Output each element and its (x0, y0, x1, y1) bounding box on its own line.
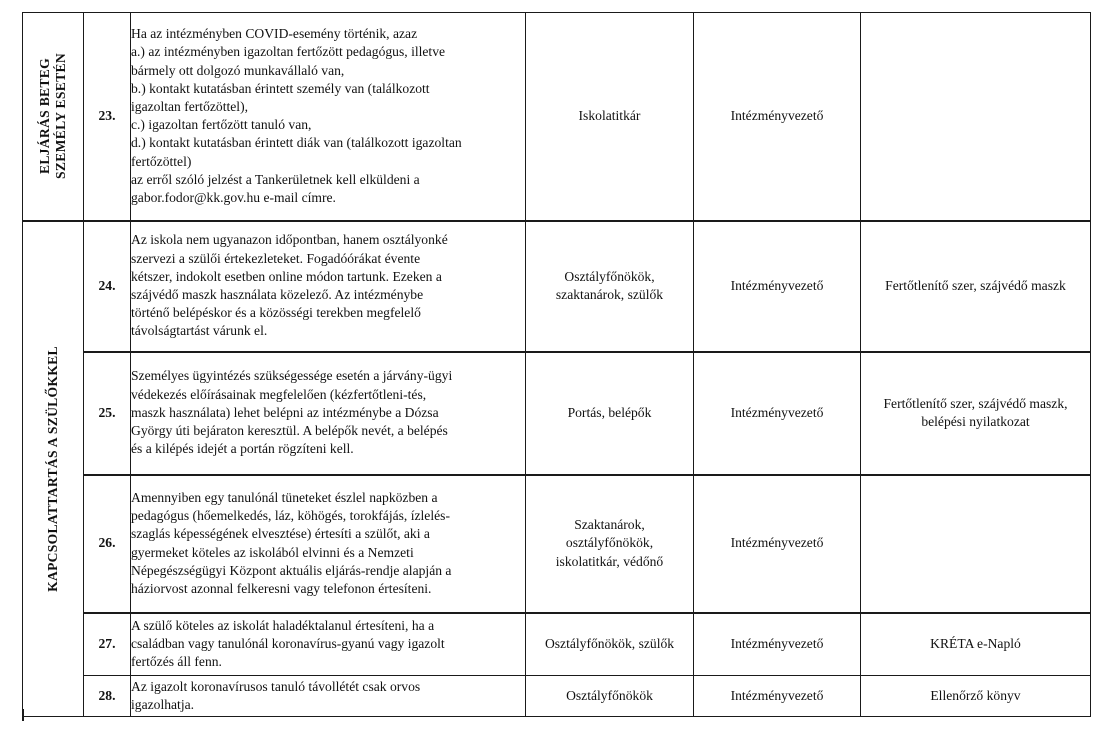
task-line: háziorvost azonnal felkeresni vagy telefonon értesíteni. (131, 580, 432, 596)
tools-cell (861, 13, 1091, 221)
task-line: távolságtartást várunk el. (131, 323, 268, 339)
task-description (131, 13, 526, 221)
task-description (131, 613, 526, 676)
lead-cell: Intézményvezető (694, 613, 861, 676)
section-label-line: SZEMÉLY ESETÉN (53, 53, 68, 180)
task-line: gyermeket köteles az iskolából elvinni és a Nemzeti (131, 544, 414, 560)
task-line: igazoltan fertőzöttel), (131, 99, 249, 115)
tools-line: Fertőtlenítő szer, szájvédő maszk (885, 277, 1066, 293)
task-line: szaglás képességének elvesztése) értesíti a szülőt, aki a (131, 526, 430, 542)
responsible-line: Iskolatitkár (578, 108, 641, 124)
responsible-cell (526, 13, 694, 221)
row-number: 23. (84, 13, 131, 221)
responsible-line: szaktanárok, szülők (555, 287, 664, 302)
responsible-line: iskolatitkár, védőnő (555, 553, 664, 569)
lead-cell: Intézményvezető (694, 13, 861, 221)
table-row (23, 13, 1091, 221)
row-number: 25. (84, 352, 131, 475)
table-continuation-line (22, 709, 24, 721)
table-row (23, 676, 1091, 717)
tools-line: KRÉTA e-Napló (930, 636, 1021, 652)
responsible-line: Szaktanárok, (574, 517, 645, 533)
row-number: 28. (84, 676, 131, 717)
section-label-sick-person (23, 13, 84, 221)
task-description (131, 221, 526, 352)
section-label-line: ELJÁRÁS BETEG (37, 58, 52, 175)
lead-cell: Intézményvezető (694, 221, 861, 352)
task-line: György úti bejáraton keresztül. A belépők nevét, a belépés (131, 423, 448, 439)
tools-cell (861, 475, 1091, 613)
responsible-line: Osztályfőnökök, (564, 268, 655, 284)
responsible-line: Osztályfőnökök (566, 687, 653, 703)
task-description (131, 475, 526, 613)
responsible-line: osztályfőnökök, (565, 535, 654, 551)
responsible-line: Osztályfőnökök, szülők (544, 636, 675, 652)
protocol-table (22, 12, 1091, 717)
task-line: Ha az intézményben COVID-esemény történik, azaz (131, 26, 418, 42)
table-row (23, 221, 1091, 352)
table-row (23, 613, 1091, 676)
task-line: d.) kontakt kutatásban érintett diák van (találkozott igazoltan (131, 135, 462, 151)
task-line: Amennyiben egy tanulónál tüneteket észlel napközben a (131, 489, 438, 505)
responsible-cell (526, 676, 694, 717)
responsible-cell (526, 221, 694, 352)
task-line: igazolhatja. (131, 697, 195, 712)
row-number: 24. (84, 221, 131, 352)
task-line: kétszer, indokolt esetben online módon tartunk. Ezeken a (131, 268, 442, 284)
task-description (131, 352, 526, 475)
responsible-cell (526, 475, 694, 613)
task-line: védekezés előírásainak megfelelően (kézfertőtleni-tés, (131, 386, 427, 402)
section-label-line: KAPCSOLATTARTÁS A SZÜLŐKKEL (45, 345, 60, 592)
tools-cell (861, 352, 1091, 475)
tools-cell (861, 221, 1091, 352)
lead-cell: Intézményvezető (694, 352, 861, 475)
task-line: történő belépéskor és a közösségi terekben megfelelő (131, 305, 421, 321)
task-line: szájvédő maszk használata közelező. Az intézménybe (131, 287, 424, 302)
task-line: fertőzöttel) (131, 153, 192, 169)
task-line: Az igazolt koronavírusos tanuló távollétét csak orvos (131, 678, 421, 694)
lead-cell: Intézményvezető (694, 676, 861, 717)
task-line: gabor.fodor@kk.gov.hu e-mail címre. (131, 190, 336, 206)
task-line: és a kilépés idejét a portán rögzíteni kell. (131, 441, 354, 457)
lead-cell: Intézményvezető (694, 475, 861, 613)
responsible-line: Portás, belépők (567, 404, 652, 420)
task-line: b.) kontakt kutatásban érintett személy van (találkozott (131, 80, 430, 96)
tools-line: belépési nyilatkozat (921, 414, 1030, 429)
task-line: Az iskola nem ugyanazon időpontban, hanem osztályonké (131, 232, 448, 248)
task-description (131, 676, 526, 717)
task-line: c.) igazoltan fertőzött tanuló van, (131, 117, 312, 133)
task-line: bármely ott dolgozó munkavállaló van, (131, 62, 345, 78)
row-number: 27. (84, 613, 131, 676)
task-line: az erről szóló jelzést a Tankerületnek kell elküldeni a (131, 171, 420, 187)
tools-cell (861, 676, 1091, 717)
responsible-cell (526, 613, 694, 676)
task-line: maszk használata) lehet belépni az intézménybe a Dózsa (131, 404, 439, 420)
task-line: szervezi a szülői értekezleteket. Fogadóórákat évente (131, 250, 421, 266)
task-line: Személyes ügyintézés szükségessége esetén a járvány-ügyi (131, 368, 453, 384)
section-label-parents (23, 221, 84, 717)
tools-line: Ellenőrző könyv (930, 687, 1021, 703)
task-line: A szülő köteles az iskolát haladéktalanul értesíteni, ha a (131, 617, 435, 633)
row-number: 26. (84, 475, 131, 613)
task-line: a.) az intézményben igazoltan fertőzött pedagógus, illetve (131, 44, 446, 60)
task-line: családban vagy tanulónál koronavírus-gyanú vagy igazolt (131, 636, 445, 652)
task-line: Népegészségügyi Központ aktuális eljárás-rendje alapján a (131, 562, 452, 578)
table-row (23, 475, 1091, 613)
responsible-cell (526, 352, 694, 475)
tools-line: Fertőtlenítő szer, szájvédő maszk, (883, 395, 1068, 411)
tools-cell (861, 613, 1091, 676)
task-line: pedagógus (hőemelkedés, láz, köhögés, torokfájás, ízlelés- (131, 508, 450, 524)
table-row (23, 352, 1091, 475)
task-line: fertőzés áll fenn. (131, 654, 222, 670)
